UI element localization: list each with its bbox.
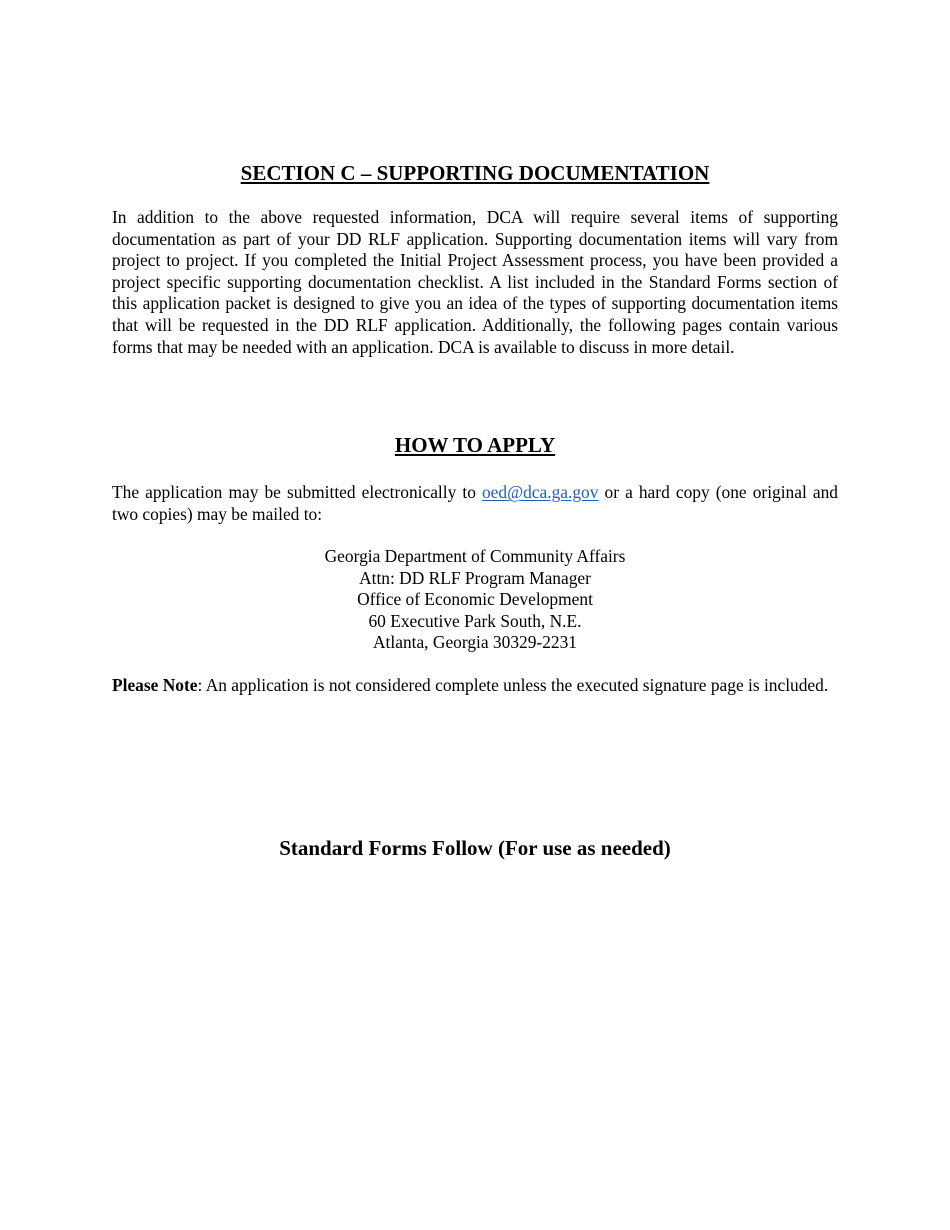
please-note-label: Please Note <box>112 675 198 695</box>
address-line-organization: Georgia Department of Community Affairs <box>324 546 626 566</box>
email-link[interactable]: oed@dca.ga.gov <box>481 482 599 502</box>
section-c-title: SECTION C – SUPPORTING DOCUMENTATION <box>240 161 710 185</box>
address-line-street: 60 Executive Park South, N.E. <box>368 610 582 631</box>
section-c-heading <box>112 160 838 186</box>
address-line-office: Office of Economic Development <box>357 589 593 610</box>
how-to-apply-title: HOW TO APPLY <box>394 433 556 457</box>
mailing-address <box>112 546 838 654</box>
address-line-city: Atlanta, Georgia 30329-2231 <box>373 632 577 653</box>
address-line-attention: Attn: DD RLF Program Manager <box>359 567 591 588</box>
please-note-paragraph <box>112 675 838 697</box>
how-to-apply-paragraph <box>112 482 838 525</box>
apply-text-after-link: or a hard copy (one original and two copies) may be mailed to: <box>112 482 838 524</box>
how-to-apply-heading <box>112 432 838 458</box>
standard-forms-heading: Standard Forms Follow (For use as needed) <box>279 836 671 860</box>
please-note-text: : An application is not considered complete unless the executed signature page is included. <box>197 675 829 695</box>
apply-text-before-link: The application may be submitted electronically to <box>112 482 482 502</box>
section-c-paragraph: In addition to the above requested information, DCA will require several items of supporting documentation as part of your DD RLF application. Supporting documentation items will vary from project to project. If you completed the Initial Project Assessment process, you have been provided a project specific supporting documentation checklist. A list included in the Standard Forms section of this application packet is designed to give you an idea of the types of supporting documentation items that will be requested in the DD RLF application. Additionally, the following pages contain various forms that may be needed with an application. DCA is available to discuss in more detail. <box>112 207 838 357</box>
